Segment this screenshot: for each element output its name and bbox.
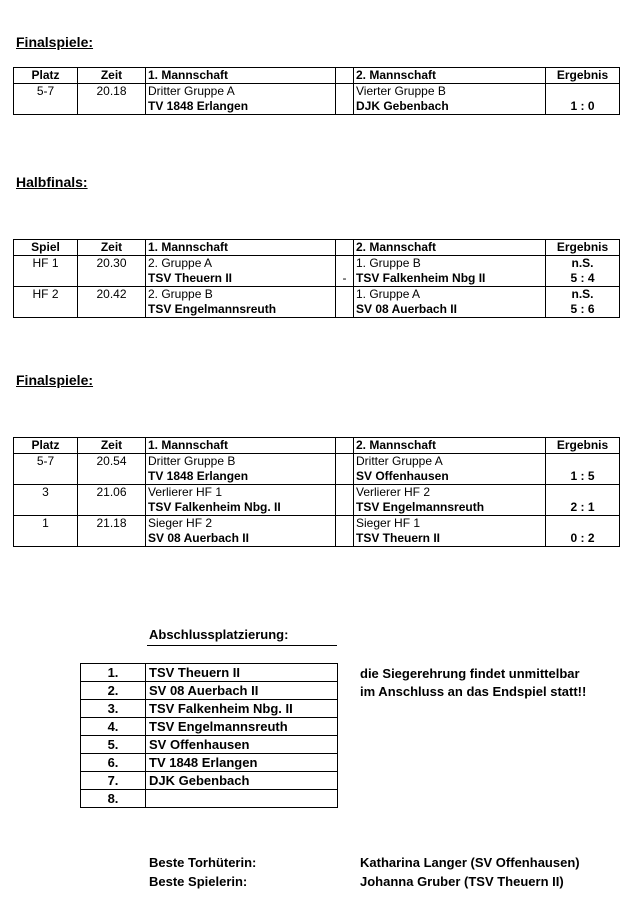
table-row [14, 302, 620, 318]
separator-cell [336, 84, 354, 100]
column-header [336, 68, 354, 84]
ranking-row [81, 682, 338, 700]
ranking-row [81, 772, 338, 790]
table-row [14, 287, 620, 303]
ranking-table [80, 663, 338, 808]
table-header-row [14, 68, 620, 84]
spiel-cell: HF 2 [14, 287, 78, 303]
team1-cell: TV 1848 Erlangen [146, 99, 336, 115]
separator-cell [336, 302, 354, 318]
column-header: Platz [14, 68, 78, 84]
platz-cell: 5-7 [14, 84, 78, 100]
zeit-cell-empty [78, 99, 146, 115]
ns-cell: n.S. [546, 256, 620, 272]
table-header-row [14, 240, 620, 256]
team2-cell: DJK Gebenbach [354, 99, 546, 115]
table-row [14, 84, 620, 100]
result-cell: 5 : 4 [546, 271, 620, 287]
ranking-row [81, 718, 338, 736]
player-name: Johanna Gruber (TSV Theuern II) [360, 874, 564, 889]
column-header: Zeit [78, 438, 146, 454]
rank-position: 1. [81, 664, 146, 682]
rank-position: 6. [81, 754, 146, 772]
result-cell: 0 : 2 [546, 531, 620, 547]
table-row [14, 500, 620, 516]
team1-cell: TSV Falkenheim Nbg. II [146, 500, 336, 516]
table-row [14, 516, 620, 532]
rank-team: DJK Gebenbach [146, 772, 338, 790]
separator-cell [336, 516, 354, 532]
rank-team: TSV Engelmannsreuth [146, 718, 338, 736]
separator-cell [336, 99, 354, 115]
result-cell: 5 : 6 [546, 302, 620, 318]
column-header: 2. Mannschaft [354, 68, 546, 84]
result-cell: 1 : 0 [546, 99, 620, 115]
rank-team: TSV Theuern II [146, 664, 338, 682]
finalspiele-table-2 [13, 437, 620, 547]
column-header: 2. Mannschaft [354, 438, 546, 454]
column-header [336, 240, 354, 256]
team1-cell: TSV Theuern II [146, 271, 336, 287]
table-row [14, 469, 620, 485]
team2-cell: SV Offenhausen [354, 469, 546, 485]
rank-team: TSV Falkenheim Nbg. II [146, 700, 338, 718]
team2-cell: TSV Engelmannsreuth [354, 500, 546, 516]
spiel-cell: HF 1 [14, 256, 78, 272]
column-header: 1. Mannschaft [146, 240, 336, 256]
ranking-title-underline [147, 645, 337, 646]
result-cell: 2 : 1 [546, 500, 620, 516]
team1-desc-cell: Verlierer HF 1 [146, 485, 336, 501]
section-heading-finalspiele-1: Finalspiele: [16, 34, 94, 50]
result-cell: 1 : 5 [546, 469, 620, 485]
section-heading-halbfinals: Halbfinals: [16, 174, 88, 190]
zeit-cell-empty [78, 531, 146, 547]
platz-cell-empty [14, 531, 78, 547]
rank-position: 2. [81, 682, 146, 700]
player-label: Beste Spielerin: [149, 874, 248, 889]
separator-cell [336, 287, 354, 303]
team1-desc-cell: 2. Gruppe B [146, 287, 336, 303]
ranking-row [81, 754, 338, 772]
zeit-cell-empty [78, 500, 146, 516]
team1-cell: TV 1848 Erlangen [146, 469, 336, 485]
rank-position: 8. [81, 790, 146, 808]
table-row [14, 531, 620, 547]
rank-team: TV 1848 Erlangen [146, 754, 338, 772]
rank-team: SV Offenhausen [146, 736, 338, 754]
team2-cell: TSV Falkenheim Nbg II [354, 271, 546, 287]
column-header: Zeit [78, 240, 146, 256]
table-row [14, 485, 620, 501]
column-header: Ergebnis [546, 438, 620, 454]
zeit-cell: 20.42 [78, 287, 146, 303]
platz-cell: 1 [14, 516, 78, 532]
ranking-row [81, 736, 338, 754]
ns-cell: n.S. [546, 287, 620, 303]
team1-desc-cell: Sieger HF 2 [146, 516, 336, 532]
separator-cell [336, 485, 354, 501]
ranking-row [81, 664, 338, 682]
zeit-cell: 20.18 [78, 84, 146, 100]
zeit-cell: 21.18 [78, 516, 146, 532]
column-header: Zeit [78, 68, 146, 84]
ceremony-note-line1: die Siegerehrung findet unmittelbar [360, 666, 580, 681]
rank-position: 7. [81, 772, 146, 790]
column-header: 2. Mannschaft [354, 240, 546, 256]
rank-position: 5. [81, 736, 146, 754]
spiel-cell-empty [14, 271, 78, 287]
platz-cell: 3 [14, 485, 78, 501]
zeit-cell: 21.06 [78, 485, 146, 501]
rank-team [146, 790, 338, 808]
goalkeeper-label: Beste Torhüterin: [149, 855, 257, 870]
table-row [14, 256, 620, 272]
column-header: Ergebnis [546, 240, 620, 256]
zeit-cell-empty [78, 271, 146, 287]
ranking-title: Abschlussplatzierung: [149, 627, 289, 642]
platz-cell-empty [14, 500, 78, 516]
team1-cell: TSV Engelmannsreuth [146, 302, 336, 318]
column-header: Ergebnis [546, 68, 620, 84]
result-cell-empty [546, 454, 620, 470]
team2-desc-cell: Sieger HF 1 [354, 516, 546, 532]
team1-cell: SV 08 Auerbach II [146, 531, 336, 547]
table-row [14, 454, 620, 470]
ranking-row [81, 790, 338, 808]
team2-desc-cell: 1. Gruppe B [354, 256, 546, 272]
platz-cell-empty [14, 469, 78, 485]
goalkeeper-name: Katharina Langer (SV Offenhausen) [360, 855, 580, 870]
separator-cell [336, 256, 354, 272]
ceremony-note-line2: im Anschluss an das Endspiel statt!! [360, 684, 587, 699]
team2-cell: TSV Theuern II [354, 531, 546, 547]
separator-cell [336, 531, 354, 547]
separator-cell [336, 469, 354, 485]
zeit-cell: 20.54 [78, 454, 146, 470]
rank-position: 3. [81, 700, 146, 718]
table-header-row [14, 438, 620, 454]
halbfinals-table [13, 239, 620, 318]
table-row [14, 99, 620, 115]
team2-desc-cell: 1. Gruppe A [354, 287, 546, 303]
spiel-cell-empty [14, 302, 78, 318]
rank-team: SV 08 Auerbach II [146, 682, 338, 700]
column-header [336, 438, 354, 454]
zeit-cell-empty [78, 302, 146, 318]
team2-desc-cell: Verlierer HF 2 [354, 485, 546, 501]
team2-cell: SV 08 Auerbach II [354, 302, 546, 318]
column-header: 1. Mannschaft [146, 68, 336, 84]
ranking-row [81, 700, 338, 718]
result-cell-empty [546, 516, 620, 532]
result-cell-empty [546, 84, 620, 100]
team1-desc-cell: Dritter Gruppe B [146, 454, 336, 470]
result-cell-empty [546, 485, 620, 501]
platz-cell-empty [14, 99, 78, 115]
table-row [14, 271, 620, 287]
team1-desc-cell: Dritter Gruppe A [146, 84, 336, 100]
column-header: 1. Mannschaft [146, 438, 336, 454]
team1-desc-cell: 2. Gruppe A [146, 256, 336, 272]
platz-cell: 5-7 [14, 454, 78, 470]
team2-desc-cell: Dritter Gruppe A [354, 454, 546, 470]
team2-desc-cell: Vierter Gruppe B [354, 84, 546, 100]
finalspiele-table-1 [13, 67, 620, 115]
separator-cell [336, 454, 354, 470]
zeit-cell-empty [78, 469, 146, 485]
column-header: Platz [14, 438, 78, 454]
section-heading-finalspiele-2: Finalspiele: [16, 372, 94, 388]
zeit-cell: 20.30 [78, 256, 146, 272]
separator-cell: - [336, 271, 354, 287]
separator-cell [336, 500, 354, 516]
column-header: Spiel [14, 240, 78, 256]
rank-position: 4. [81, 718, 146, 736]
